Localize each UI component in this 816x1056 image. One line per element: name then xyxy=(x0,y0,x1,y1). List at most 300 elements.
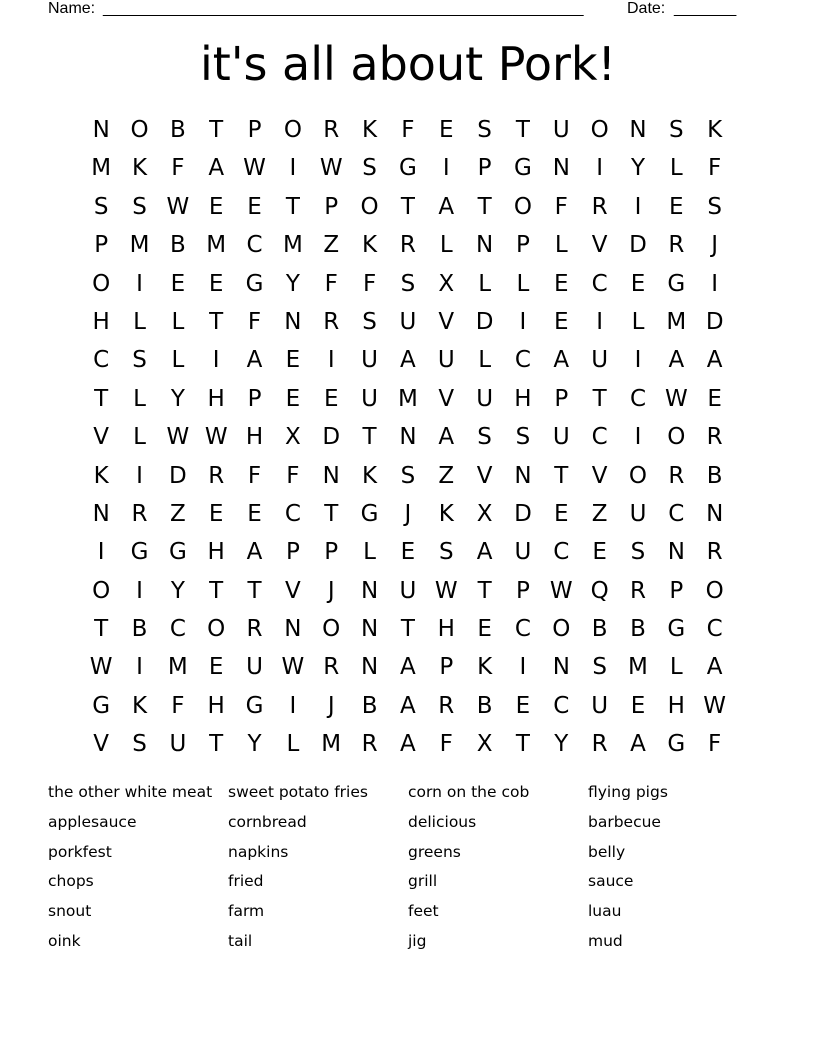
grid-row xyxy=(82,495,734,533)
grid-letter: S xyxy=(400,270,416,297)
grid-letter: B xyxy=(476,692,493,719)
grid-letter: N xyxy=(360,577,379,604)
word-list-item: sauce xyxy=(588,872,634,891)
grid-letter: C xyxy=(169,616,186,643)
grid-letter: S xyxy=(132,193,147,220)
grid-letter: I xyxy=(634,193,642,220)
grid-letter: L xyxy=(171,308,185,335)
grid-letter: G xyxy=(514,155,532,182)
grid-letter: A xyxy=(438,193,455,220)
grid-letter: M xyxy=(91,155,112,182)
word-list-item: belly xyxy=(588,842,626,861)
grid-letter: O xyxy=(628,462,648,489)
grid-letter: T xyxy=(362,424,377,451)
grid-letter: L xyxy=(478,347,492,374)
grid-letter: Q xyxy=(590,577,609,604)
grid-letter: K xyxy=(131,692,148,719)
word-list-item: napkins xyxy=(228,842,289,861)
grid-letter: S xyxy=(362,308,377,335)
grid-letter: G xyxy=(245,270,264,297)
word-list-item: jig xyxy=(408,931,427,950)
grid-letter: C xyxy=(514,616,531,643)
grid-letter: R xyxy=(131,500,148,527)
grid-letter: B xyxy=(630,616,646,643)
word-list-item: fried xyxy=(228,872,264,891)
grid-letter: E xyxy=(247,500,262,527)
grid-letter: C xyxy=(553,539,570,566)
grid-row xyxy=(82,341,734,379)
grid-letter: W xyxy=(281,654,305,681)
grid-letter: U xyxy=(476,385,494,412)
grid-letter: J xyxy=(404,500,412,527)
grid-letter: X xyxy=(476,500,493,527)
grid-letter: L xyxy=(669,155,683,182)
grid-letter: P xyxy=(324,193,339,220)
grid-letter: F xyxy=(247,308,262,335)
word-list-item: feet xyxy=(408,902,439,921)
grid-letter: V xyxy=(93,424,110,451)
grid-letter: L xyxy=(516,270,530,297)
word-list-item: barbecue xyxy=(588,812,661,831)
grid-letter: A xyxy=(246,539,263,566)
word-list-item: applesauce xyxy=(48,812,137,831)
grid-letter: F xyxy=(171,155,185,182)
grid-letter: U xyxy=(361,347,378,374)
grid-letter: P xyxy=(554,385,569,412)
grid-letter: A xyxy=(246,347,263,374)
grid-letter: B xyxy=(591,616,608,643)
grid-letter: C xyxy=(706,616,723,643)
grid-letter: O xyxy=(92,270,111,297)
grid-letter: N xyxy=(284,616,302,643)
grid-letter: R xyxy=(668,462,685,489)
grid-letter: P xyxy=(516,232,530,259)
grid-letter: B xyxy=(131,616,148,643)
grid-letter: T xyxy=(209,117,224,143)
word-list-item: the other white meat xyxy=(48,783,213,801)
grid-letter: O xyxy=(590,117,609,143)
grid-letter: V xyxy=(476,462,493,489)
grid-letter: I xyxy=(596,155,604,182)
grid-letter: T xyxy=(400,193,415,220)
grid-row xyxy=(82,648,734,686)
grid-letter: I xyxy=(136,270,143,297)
grid-letter: T xyxy=(400,616,415,643)
grid-letter: K xyxy=(707,117,723,143)
grid-letter: E xyxy=(208,270,224,297)
grid-letter: E xyxy=(592,539,607,566)
grid-letter: E xyxy=(554,308,569,335)
grid-letter: O xyxy=(705,577,724,604)
grid-row xyxy=(82,610,734,648)
grid-letter: C xyxy=(553,692,570,719)
grid-letter: R xyxy=(399,232,416,259)
grid-row xyxy=(82,149,734,187)
grid-letter: C xyxy=(591,424,608,451)
word-list-item: snout xyxy=(48,902,92,921)
grid-letter: K xyxy=(362,117,378,143)
grid-letter: I xyxy=(596,308,604,335)
grid-letter: U xyxy=(246,654,263,681)
grid-letter: I xyxy=(136,654,143,681)
grid-letter: R xyxy=(323,117,340,143)
grid-letter: V xyxy=(591,232,608,259)
grid-letter: I xyxy=(136,577,143,604)
grid-letter: M xyxy=(129,232,150,259)
grid-row xyxy=(82,687,734,725)
word-list-item: greens xyxy=(408,842,461,861)
grid-letter: G xyxy=(667,616,686,643)
word-list-item: tail xyxy=(228,931,253,950)
grid-letter: V xyxy=(438,308,455,335)
grid-letter: A xyxy=(400,654,416,681)
grid-letter: R xyxy=(591,731,608,758)
grid-letter: R xyxy=(591,193,608,220)
grid-letter: N xyxy=(552,654,570,681)
grid-letter: N xyxy=(92,117,110,143)
grid-letter: R xyxy=(668,232,685,259)
grid-letter: L xyxy=(669,654,683,681)
grid-letter: A xyxy=(668,347,685,374)
grid-letter: T xyxy=(477,193,492,220)
grid-letter: A xyxy=(400,731,416,758)
grid-letter: W xyxy=(166,193,190,220)
grid-letter: Z xyxy=(591,500,608,527)
word-list-item: luau xyxy=(588,902,622,921)
grid-letter: T xyxy=(209,731,224,758)
grid-letter: K xyxy=(131,155,148,182)
grid-letter: C xyxy=(668,500,685,527)
grid-letter: I xyxy=(327,347,335,374)
word-column xyxy=(48,778,228,957)
grid-letter: T xyxy=(324,500,339,527)
grid-letter: H xyxy=(207,385,225,412)
grid-letter: R xyxy=(629,577,646,604)
grid-letter: A xyxy=(706,654,723,681)
grid-letter: E xyxy=(554,500,569,527)
grid-letter: S xyxy=(438,539,454,566)
grid-letter: A xyxy=(400,347,416,374)
grid-letter: G xyxy=(667,270,686,297)
grid-row xyxy=(82,265,734,303)
grid-letter: E xyxy=(208,193,224,220)
grid-letter: L xyxy=(554,232,568,259)
grid-letter: A xyxy=(630,731,646,758)
grid-letter: I xyxy=(289,692,297,719)
grid-letter: K xyxy=(362,462,378,489)
grid-letter: Y xyxy=(170,577,185,604)
grid-letter: U xyxy=(629,500,647,527)
grid-letter: F xyxy=(401,117,415,143)
grid-letter: I xyxy=(136,462,143,489)
grid-letter: O xyxy=(552,616,571,643)
grid-letter: E xyxy=(477,616,492,643)
word-list-item: oink xyxy=(48,931,81,950)
grid-letter: A xyxy=(476,539,493,566)
grid-letter: G xyxy=(667,731,686,758)
grid-letter: B xyxy=(706,462,723,489)
grid-letter: Y xyxy=(630,155,646,182)
grid-letter: R xyxy=(706,424,723,451)
grid-letter: L xyxy=(631,308,645,335)
grid-letter: T xyxy=(247,577,262,604)
grid-letter: D xyxy=(169,462,187,489)
word-list-item: delicious xyxy=(408,812,477,831)
grid-letter: F xyxy=(324,270,338,297)
grid-letter: R xyxy=(208,462,225,489)
grid-letter: X xyxy=(476,731,493,758)
grid-letter: I xyxy=(212,347,220,374)
grid-letter: E xyxy=(208,500,224,527)
grid-letter: G xyxy=(245,692,264,719)
grid-letter: F xyxy=(171,692,185,719)
grid-letter: V xyxy=(285,577,301,604)
grid-letter: S xyxy=(400,462,416,489)
name-label: Name: xyxy=(48,0,96,17)
grid-letter: T xyxy=(94,616,109,643)
grid-letter: E xyxy=(285,347,301,374)
grid-letter: J xyxy=(327,692,335,719)
word-list-item: sweet potato fries xyxy=(228,783,368,801)
grid-letter: H xyxy=(92,308,110,335)
grid-letter: J xyxy=(327,577,335,604)
grid-letter: P xyxy=(247,385,262,412)
grid-letter: U xyxy=(437,347,455,374)
grid-letter: G xyxy=(130,539,149,566)
grid-letter: R xyxy=(706,539,723,566)
grid-letter: O xyxy=(667,424,686,451)
grid-letter: O xyxy=(513,193,532,220)
grid-letter: N xyxy=(552,155,570,182)
grid-letter: O xyxy=(92,577,111,604)
grid-letter: I xyxy=(634,424,642,451)
grid-letter: F xyxy=(439,731,453,758)
grid-letter: K xyxy=(362,232,378,259)
grid-letter: C xyxy=(514,347,531,374)
grid-letter: L xyxy=(363,539,376,566)
grid-letter: C xyxy=(591,270,608,297)
page-title: it's all about Pork! xyxy=(200,37,616,91)
grid-letter: S xyxy=(477,117,492,143)
word-list-item: mud xyxy=(588,931,623,950)
grid-letter: H xyxy=(245,424,264,451)
grid-letter: C xyxy=(246,232,263,259)
grid-letter: P xyxy=(669,577,684,604)
grid-letter: V xyxy=(93,731,110,758)
date-label: Date: xyxy=(627,0,666,17)
grid-letter: D xyxy=(322,424,341,451)
grid-letter: E xyxy=(247,193,262,220)
grid-letter: R xyxy=(323,654,340,681)
grid-letter: L xyxy=(171,347,185,374)
grid-letter: T xyxy=(554,462,569,489)
grid-letter: B xyxy=(169,117,186,143)
grid-letter: O xyxy=(207,616,226,643)
grid-letter: M xyxy=(628,654,648,681)
grid-letter: D xyxy=(514,500,532,527)
grid-letter: R xyxy=(246,616,263,643)
word-column xyxy=(588,778,768,957)
grid-letter: N xyxy=(360,654,379,681)
grid-letter: M xyxy=(321,731,342,758)
grid-letter: S xyxy=(362,155,377,182)
grid-letter: U xyxy=(552,424,570,451)
word-list-item: cornbread xyxy=(228,812,307,831)
word-column xyxy=(228,778,408,957)
word-list-item: flying pigs xyxy=(588,783,668,801)
grid-letter: Z xyxy=(323,232,340,259)
grid-letter: D xyxy=(629,232,647,259)
grid-letter: F xyxy=(554,193,568,220)
grid-letter: R xyxy=(438,692,455,719)
grid-letter: N xyxy=(514,462,532,489)
grid-letter: N xyxy=(667,539,685,566)
grid-letter: L xyxy=(133,308,146,335)
grid-row xyxy=(82,226,734,264)
grid-letter: W xyxy=(89,654,113,681)
grid-letter: E xyxy=(208,654,224,681)
grid-letter: P xyxy=(94,232,109,259)
grid-letter: N xyxy=(706,500,724,527)
grid-letter: A xyxy=(553,347,570,374)
grid-letter: F xyxy=(286,462,300,489)
grid-letter: V xyxy=(591,462,608,489)
letter-grid xyxy=(82,111,734,764)
grid-letter: W xyxy=(434,577,458,604)
grid-letter: T xyxy=(209,577,224,604)
header-line xyxy=(48,0,748,20)
grid-letter: S xyxy=(93,193,109,220)
grid-letter: W xyxy=(319,155,343,182)
grid-letter: Y xyxy=(285,270,300,297)
grid-letter: G xyxy=(92,692,111,719)
grid-letter: S xyxy=(592,654,607,681)
grid-letter: O xyxy=(360,193,379,220)
grid-letter: H xyxy=(667,692,685,719)
grid-letter: U xyxy=(591,692,609,719)
grid-letter: E xyxy=(285,385,301,412)
grid-letter: H xyxy=(207,539,225,566)
grid-letter: W xyxy=(166,424,190,451)
grid-row xyxy=(82,457,734,495)
date-field[interactable]: _______ xyxy=(674,0,737,17)
grid-letter: F xyxy=(708,155,722,182)
grid-letter: I xyxy=(289,155,297,182)
grid-letter: L xyxy=(133,424,146,451)
grid-letter: P xyxy=(477,155,492,182)
grid-row xyxy=(82,111,734,149)
grid-letter: V xyxy=(438,385,455,412)
grid-letter: E xyxy=(438,117,454,143)
grid-letter: Y xyxy=(247,731,262,758)
grid-letter: S xyxy=(477,424,492,451)
grid-letter: I xyxy=(519,308,527,335)
grid-letter: N xyxy=(92,500,110,527)
grid-letter: K xyxy=(438,500,454,527)
grid-letter: S xyxy=(669,117,684,143)
grid-row xyxy=(82,725,734,763)
grid-letter: I xyxy=(634,347,642,374)
grid-letter: K xyxy=(477,654,493,681)
grid-letter: B xyxy=(361,692,378,719)
grid-letter: P xyxy=(285,539,300,566)
grid-letter: S xyxy=(132,731,147,758)
grid-letter: T xyxy=(515,731,530,758)
grid-letter: N xyxy=(284,308,302,335)
grid-letter: E xyxy=(554,270,569,297)
grid-letter: P xyxy=(439,654,454,681)
grid-letter: W xyxy=(549,577,573,604)
grid-letter: P xyxy=(324,539,339,566)
grid-letter: F xyxy=(247,462,262,489)
grid-letter: T xyxy=(209,308,224,335)
grid-letter: N xyxy=(322,462,340,489)
grid-letter: S xyxy=(132,347,147,374)
grid-letter: N xyxy=(399,424,417,451)
grid-letter: L xyxy=(133,385,146,412)
grid-letter: U xyxy=(399,308,417,335)
grid-letter: E xyxy=(630,692,646,719)
word-column xyxy=(408,778,588,957)
grid-letter: C xyxy=(284,500,301,527)
grid-letter: E xyxy=(400,539,416,566)
grid-letter: U xyxy=(361,385,378,412)
grid-letter: E xyxy=(630,270,646,297)
grid-letter: G xyxy=(168,539,187,566)
grid-letter: R xyxy=(361,731,378,758)
grid-letter: N xyxy=(476,232,494,259)
grid-letter: Z xyxy=(438,462,455,489)
grid-letter: O xyxy=(283,117,302,143)
grid-letter: G xyxy=(360,500,379,527)
grid-letter: J xyxy=(711,232,719,259)
grid-letter: W xyxy=(703,692,727,719)
word-list-item: chops xyxy=(48,872,94,891)
grid-letter: A xyxy=(400,692,416,719)
grid-letter: D xyxy=(475,308,494,335)
word-list-item: corn on the cob xyxy=(408,783,530,801)
grid-letter: I xyxy=(711,270,719,297)
word-list-item: farm xyxy=(228,902,265,921)
grid-letter: L xyxy=(439,232,453,259)
grid-letter: S xyxy=(707,193,722,220)
grid-letter: M xyxy=(397,385,418,412)
grid-letter: Y xyxy=(554,731,569,758)
grid-row xyxy=(82,188,734,226)
grid-letter: G xyxy=(399,155,417,182)
grid-letter: H xyxy=(437,616,455,643)
grid-letter: H xyxy=(514,385,532,412)
grid-letter: C xyxy=(93,347,110,374)
grid-letter: X xyxy=(438,270,455,297)
grid-letter: I xyxy=(519,654,527,681)
grid-letter: T xyxy=(592,385,607,412)
grid-letter: P xyxy=(247,117,262,143)
grid-letter: W xyxy=(664,385,688,412)
grid-letter: M xyxy=(282,232,303,259)
grid-letter: L xyxy=(286,731,300,758)
grid-letter: N xyxy=(629,117,647,143)
grid-letter: Z xyxy=(169,500,186,527)
grid-letter: I xyxy=(97,539,105,566)
grid-letter: O xyxy=(322,616,341,643)
word-list xyxy=(48,778,768,957)
grid-letter: T xyxy=(477,577,492,604)
name-field[interactable]: ______________________________________________________ xyxy=(103,0,584,17)
grid-letter: W xyxy=(204,424,228,451)
grid-letter: T xyxy=(94,385,109,412)
grid-letter: L xyxy=(478,270,492,297)
